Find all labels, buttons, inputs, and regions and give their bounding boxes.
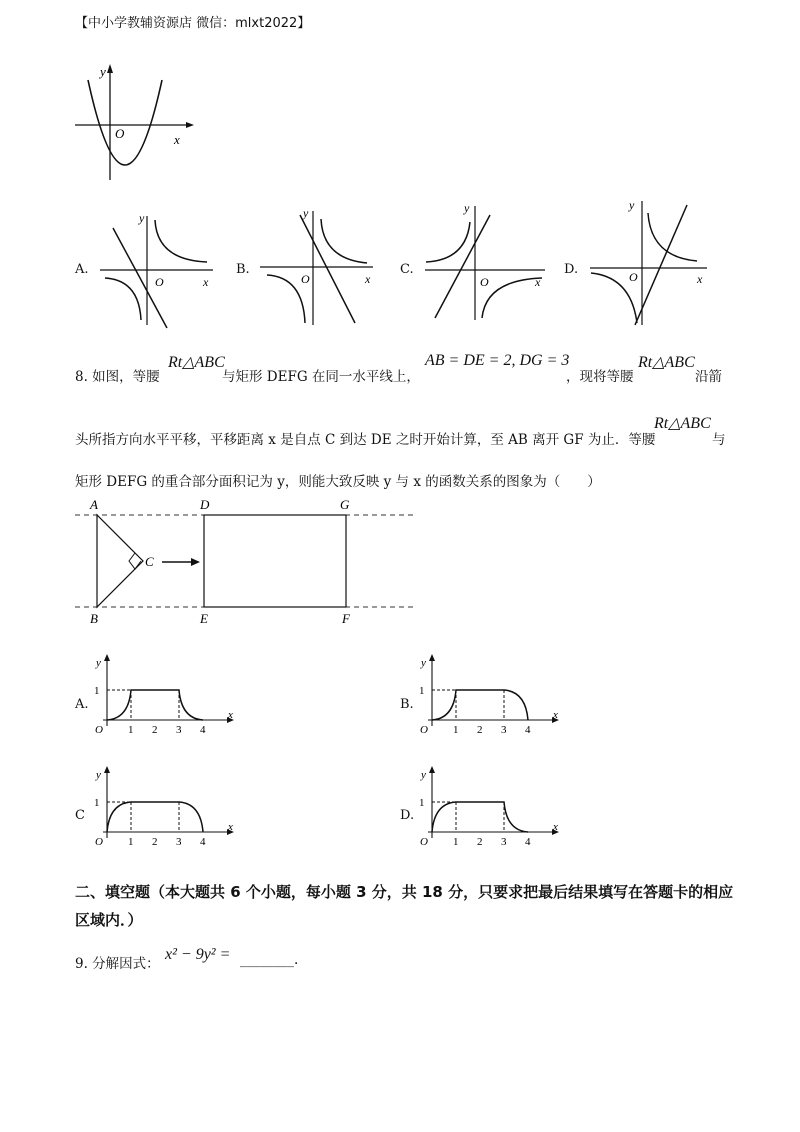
q8-figure — [70, 495, 420, 630]
y-axis-label: y — [96, 769, 101, 781]
x-axis-label: x — [553, 821, 558, 833]
x-tick-label: 4 — [525, 724, 531, 736]
q8-text-part3: ，现将等腰 — [566, 369, 634, 385]
q9-answer-blank[interactable]: ________. — [240, 952, 299, 968]
q9-expression: x² − 9y² = — [165, 946, 231, 963]
x-tick-label: 2 — [152, 836, 158, 848]
x-axis-label: x — [228, 821, 233, 833]
y-axis-label: y — [421, 769, 426, 781]
x-tick-label: 3 — [176, 836, 182, 848]
q7-option-a-graph[interactable] — [95, 210, 220, 330]
q9-label: 9. 分解因式： — [75, 956, 160, 972]
q7-option-b-label[interactable]: B. — [236, 262, 250, 277]
q7-option-a-label[interactable]: A. — [75, 262, 89, 277]
q7-option-d-graph[interactable] — [585, 195, 715, 330]
x-tick-label: 1 — [128, 836, 134, 848]
x-axis-label: x — [553, 709, 558, 721]
y-axis-label: y — [421, 657, 426, 669]
q8-option-a-graph[interactable] — [90, 650, 240, 740]
point-a-label: A — [90, 497, 98, 512]
origin-label: O — [115, 126, 125, 141]
svg-text:x: x — [365, 272, 371, 286]
x-axis-label: x — [174, 132, 180, 147]
section-2-title: 二、填空题（本大题共 6 个小题，每小题 3 分，共 18 分，只要求把最后结果填写在答题卡的相应区域内．） — [75, 883, 734, 929]
svg-text:y: y — [464, 201, 470, 215]
svg-text:O: O — [629, 270, 638, 284]
q8-option-a-label[interactable]: A. — [75, 697, 89, 712]
x-tick-label: 3 — [501, 836, 507, 848]
x-tick-label: 4 — [525, 836, 531, 848]
q8-text-line3: 矩形 DEFG 的重合部分面积记为 y，则能大致反映 y 与 x 的函数关系的图象为（ ） — [75, 474, 601, 490]
x-tick-label: 2 — [477, 836, 483, 848]
y-axis-label: y — [100, 64, 106, 79]
q8-text-line2-end: 与 — [712, 432, 726, 448]
q8-rt-abc-2: Rt△ABC — [638, 354, 695, 371]
y-axis-label: y — [96, 657, 101, 669]
q8-option-c-graph[interactable] — [90, 762, 240, 852]
origin-label: O — [95, 724, 103, 736]
x-tick-label: 4 — [200, 724, 206, 736]
svg-text:x: x — [697, 272, 703, 286]
svg-text:y: y — [629, 198, 635, 212]
q7-option-d-label[interactable]: D. — [564, 262, 579, 277]
q8-option-d-label[interactable]: D. — [400, 808, 415, 823]
x-tick-label: 3 — [176, 724, 182, 736]
point-f-label: F — [342, 611, 350, 626]
x-tick-label: 2 — [477, 724, 483, 736]
q8-equation: AB = DE = 2, DG = 3 — [425, 352, 570, 369]
origin-label: O — [420, 836, 428, 848]
q7-option-b-graph[interactable] — [255, 205, 380, 330]
q8-rt-abc-1: Rt△ABC — [168, 354, 225, 371]
q8-text-part4: 沿箭 — [695, 369, 722, 385]
point-d-label: D — [200, 497, 210, 512]
q7-option-c-graph[interactable] — [420, 200, 550, 325]
q8-option-b-graph[interactable] — [415, 650, 565, 740]
x-tick-label: 2 — [152, 724, 158, 736]
svg-text:x: x — [203, 275, 209, 289]
svg-text:y: y — [139, 211, 145, 225]
page-header: 【中小学教辅资源店 微信：mlxt2022】 — [75, 16, 311, 31]
x-tick-label: 1 — [453, 724, 459, 736]
svg-text:O: O — [480, 275, 489, 289]
y-tick-label: 1 — [419, 685, 425, 697]
point-g-label: G — [340, 497, 350, 512]
q8-option-c-label[interactable]: C — [75, 808, 85, 823]
svg-text:x: x — [535, 275, 541, 289]
svg-text:y: y — [303, 206, 309, 220]
parabola-graph — [70, 60, 200, 185]
point-c-label: C — [145, 554, 154, 569]
origin-label: O — [420, 724, 428, 736]
q7-option-c-label[interactable]: C. — [400, 262, 414, 277]
y-tick-label: 1 — [94, 797, 100, 809]
y-tick-label: 1 — [419, 797, 425, 809]
origin-label: O — [95, 836, 103, 848]
q8-option-d-graph[interactable] — [415, 762, 565, 852]
q8-option-b-label[interactable]: B. — [400, 697, 414, 712]
x-tick-label: 4 — [200, 836, 206, 848]
x-tick-label: 1 — [128, 724, 134, 736]
x-axis-label: x — [228, 709, 233, 721]
q8-text-part2: 与矩形 DEFG 在同一水平线上， — [222, 369, 420, 385]
point-b-label: B — [90, 611, 98, 626]
q8-rt-abc-3: Rt△ABC — [654, 415, 711, 432]
y-tick-label: 1 — [94, 685, 100, 697]
point-e-label: E — [200, 611, 208, 626]
svg-text:O: O — [301, 272, 310, 286]
q8-text-line2: 头所指方向水平平移，平移距离 x 是自点 C 到达 DE 之时开始计算，至 AB 离开 GF 为止．等腰 — [75, 432, 656, 448]
q8-text-part1: 8. 如图，等腰 — [75, 369, 160, 385]
x-tick-label: 3 — [501, 724, 507, 736]
svg-text:O: O — [155, 275, 164, 289]
x-tick-label: 1 — [453, 836, 459, 848]
